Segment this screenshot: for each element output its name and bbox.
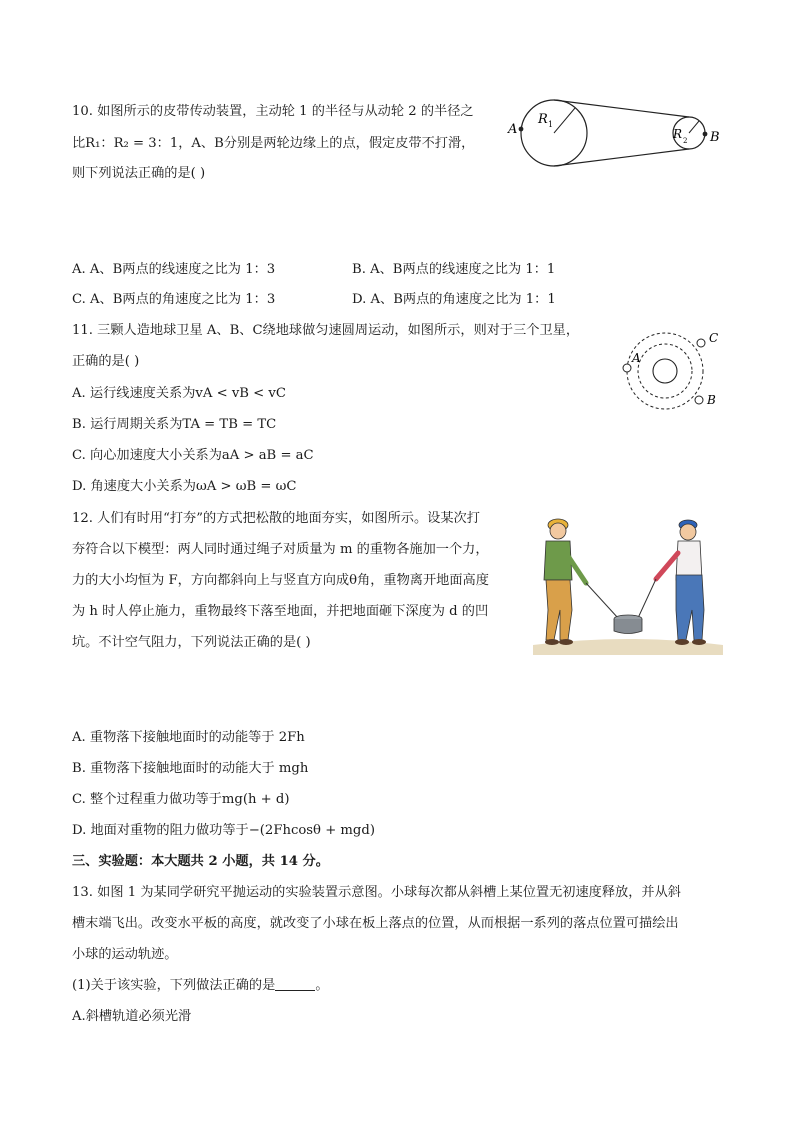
q13-option-a: A.斜槽轨道必须光滑 xyxy=(72,1009,192,1024)
label-a: A xyxy=(632,351,641,365)
belt-bottom xyxy=(554,149,689,166)
q13-subquestion-1 xyxy=(72,976,329,996)
label-r1-sub: 1 xyxy=(548,120,554,129)
q11-option-c: C. 向心加速度大小关系为aA > aB = aC xyxy=(72,448,314,463)
radius-r1-line xyxy=(554,108,575,133)
q10-option-c: C. A、B两点的角速度之比为 1：3 xyxy=(72,292,276,307)
q11-option-a: A. 运行线速度关系为vA < vB < vC xyxy=(72,386,286,401)
radius-r2-line xyxy=(689,121,699,133)
right-worker xyxy=(656,520,706,645)
left-worker xyxy=(544,519,586,645)
label-b: B xyxy=(710,130,720,145)
q12-stem-line-2: 夯符合以下模型：两人同时通过绳子对质量为 m 的重物各施加一个力， xyxy=(72,542,489,557)
label-a: A xyxy=(508,122,518,137)
point-b-dot xyxy=(703,132,708,137)
q10-option-b: B. A、B两点的线速度之比为 1：1 xyxy=(352,262,556,277)
q12-option-a: A. 重物落下接触地面时的动能等于 2Fh xyxy=(72,730,305,745)
belt-drive-figure xyxy=(503,96,728,176)
left-rope xyxy=(586,583,618,618)
q10-stem-line-2: 比R₁：R₂ = 3：1，A、B分别是两轮边缘上的点，假定皮带不打滑， xyxy=(72,136,475,151)
q13-subquestion-1-text: (1)关于该实验，下列做法正确的是 xyxy=(72,978,276,993)
label-b: B xyxy=(707,393,716,407)
q10-option-d: D. A、B两点的角速度之比为 1：1 xyxy=(352,292,556,307)
earth xyxy=(653,359,677,383)
label-r2: R xyxy=(673,127,683,141)
q11-stem-line-2: 正确的是( ) xyxy=(72,354,140,369)
tamping-illustration xyxy=(528,505,728,660)
q13-stem-line-2: 槽末端飞出。改变水平板的高度，就改变了小球在板上落点的位置，从而根据一系列的落点位置可描绘出 xyxy=(72,916,679,931)
q13-stem-line-1: 13. 如图 1 为某同学研究平抛运动的实验装置示意图。小球每次都从斜槽上某位置无初速度释放，并从斜 xyxy=(72,885,681,900)
satellite-c xyxy=(697,339,705,347)
q13-subquestion-1-end: 。 xyxy=(315,978,329,993)
point-a-dot xyxy=(519,127,524,132)
q12-stem-line-3: 力的大小均恒为 F，方向都斜向上与竖直方向成θ角，重物离开地面高度 xyxy=(72,573,489,588)
satellite-orbit-figure xyxy=(610,325,730,415)
weight xyxy=(614,615,642,634)
right-rope xyxy=(638,579,656,618)
q12-stem-line-4: 为 h 时人停止施力，重物最终下落至地面，并把地面砸下深度为 d 的凹 xyxy=(72,604,489,619)
q11-option-d: D. 角速度大小关系为ωA > ωB = ωC xyxy=(72,479,297,494)
q12-option-b: B. 重物落下接触地面时的动能大于 mgh xyxy=(72,761,309,776)
satellite-b xyxy=(695,396,703,404)
satellite-a xyxy=(623,364,631,372)
q12-stem-line-1: 12. 人们有时用“打夯”的方式把松散的地面夯实，如图所示。设某次打 xyxy=(72,511,480,526)
q11-option-b: B. 运行周期关系为TA = TB = TC xyxy=(72,417,277,432)
q12-stem-line-5: 坑。不计空气阻力，下列说法正确的是( ) xyxy=(72,635,311,650)
q10-option-a: A. A、B两点的线速度之比为 1：3 xyxy=(72,262,276,277)
section-heading: 三、实验题：本大题共 2 小题，共 14 分。 xyxy=(72,854,329,869)
q13-stem-line-3: 小球的运动轨迹。 xyxy=(72,947,178,962)
label-r2-sub: 2 xyxy=(683,137,688,145)
q10-stem-line-1: 10. 如图所示的皮带传动装置，主动轮 1 的半径与从动轮 2 的半径之 xyxy=(72,104,474,119)
q10-stem-line-3: 则下列说法正确的是( ) xyxy=(72,166,206,181)
label-r1: R xyxy=(538,112,548,127)
label-c: C xyxy=(709,331,719,345)
q12-option-c: C. 整个过程重力做功等于mg(h + d) xyxy=(72,792,290,807)
answer-blank[interactable] xyxy=(275,976,315,991)
q11-stem-line-1: 11. 三颗人造地球卫星 A、B、C绕地球做匀速圆周运动，如图所示，则对于三个卫星， xyxy=(72,323,580,338)
q12-option-d: D. 地面对重物的阻力做功等于−(2Fhcosθ + mgd) xyxy=(72,823,375,838)
